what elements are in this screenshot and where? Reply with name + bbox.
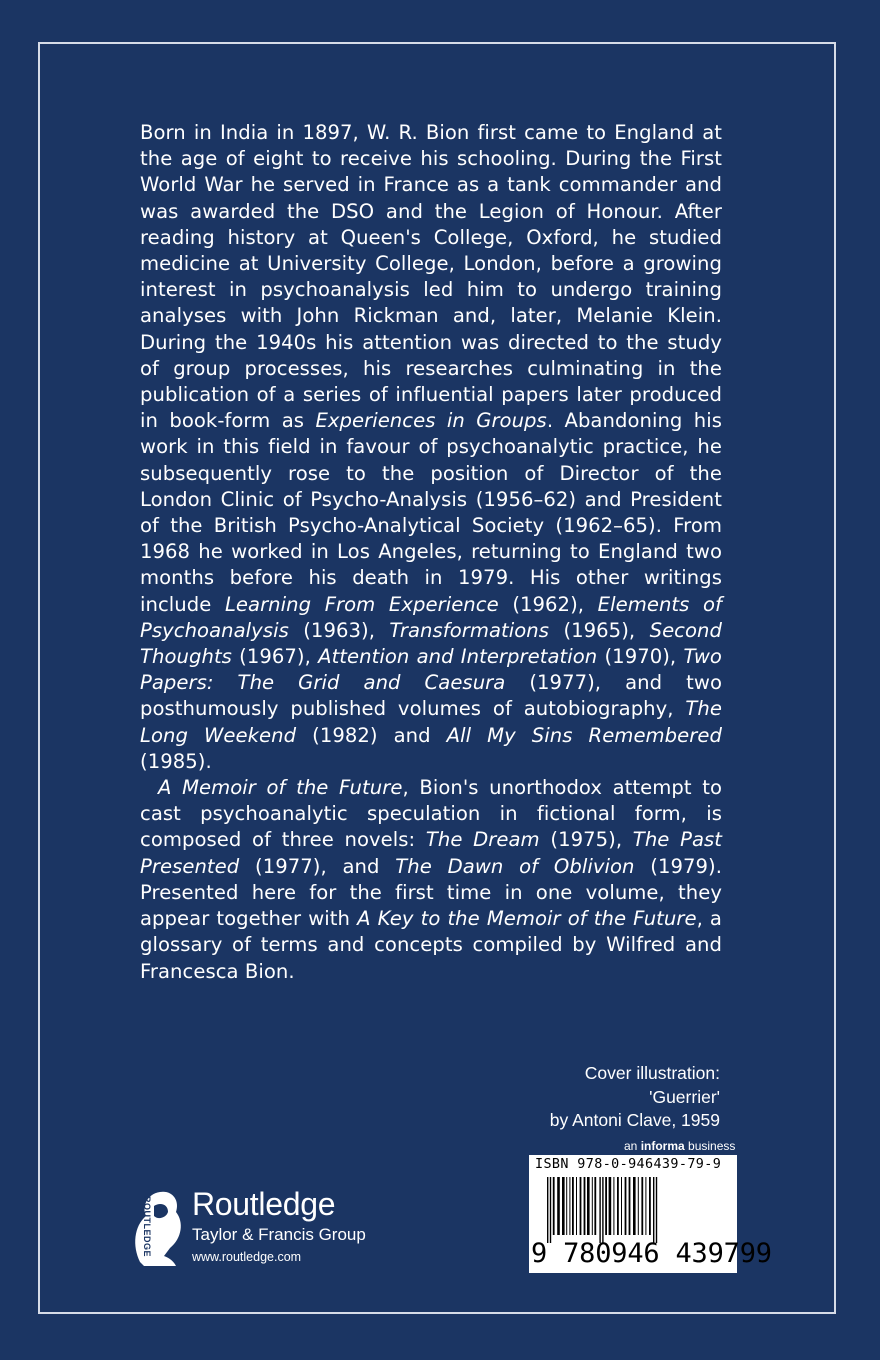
- barcode-bar: [638, 1177, 639, 1235]
- publisher-logo: [120, 1180, 420, 1290]
- credit-line: by Antoni Clave, 1959: [549, 1110, 720, 1130]
- barcode-bar: [547, 1177, 548, 1243]
- isbn-number: ISBN 978-0-946439-79-9: [535, 1157, 722, 1172]
- barcode-bar: [609, 1177, 612, 1235]
- barcode-bar: [566, 1177, 567, 1235]
- barcode-bar: [649, 1177, 651, 1235]
- barcode-bar: [584, 1177, 586, 1235]
- logo-vertical-text: ROUTLEDGE: [142, 1196, 152, 1258]
- barcode-bar: [613, 1177, 614, 1235]
- credit-line: Cover illustration:: [584, 1063, 720, 1083]
- barcode-bar: [641, 1177, 643, 1235]
- barcode-bar: [656, 1177, 657, 1243]
- barcode-bar: [625, 1177, 627, 1235]
- ean-number: 9 780946 439799: [531, 1238, 772, 1269]
- barcode-bar: [645, 1177, 646, 1235]
- barcode-bar: [592, 1177, 593, 1235]
- barcode-bar: [562, 1177, 565, 1235]
- barcode-bar: [576, 1177, 577, 1235]
- barcode-bar: [617, 1177, 619, 1235]
- barcode-bar: [621, 1177, 622, 1235]
- barcode-bar: [629, 1177, 631, 1235]
- routledge-logo-icon: [124, 1186, 186, 1270]
- barcode-bars: [533, 1177, 733, 1243]
- publisher-group: Taylor & Francis Group: [192, 1225, 366, 1244]
- barcode-bar: [653, 1177, 654, 1243]
- barcode-bar: [553, 1177, 555, 1235]
- blurb-paragraph-2: A Memoir of the Future, Bion's unorthodox attempt to cast psychoanalytic speculation in fictional form, is composed of three novels: The Dream (1975), The Past Presented (1977), and The Dawn of Oblivion (1979). Presented here for the first time in one volume, they appear together with A Key to the Memoir of the Future, a glossary of terms and concepts compiled by Wilfred and Francesca Bion.: [140, 776, 722, 983]
- publisher-brand: [192, 1186, 366, 1266]
- barcode-bar: [580, 1177, 582, 1235]
- blurb-paragraph-1: Born in India in 1897, W. R. Bion first came to England at the age of eight to receive his schooling. During the First World War he served in France as a tank commander and was awarded the DSO and the Legion of Honour. After reading history at Queen's College, Oxford, he studied medicine at University College, London, before a growing interest in psychoanalysis led him to undergo training analyses with John Rickman and, later, Melanie Klein. During the 1940s his attention was directed to the study of group processes, his researches culminating in the publication of a series of influential papers later produced in book-form as Experiences in Groups. Abandoning his work in this field in favour of psychoanalytic practice, he subsequently rose to the position of Director of the London Clinic of Psycho-Analysis (1956–62) and President of the British Psycho-Analytical Society (1962–65). From 1968 he worked in Los Angeles, returning to England two months before his death in 1979. His other writings include Learning From Experience (1962), Elements of Psychoanalysis (1963), Transformations (1965), Second Thoughts (1967), Attention and Interpretation (1970), Two Papers: The Grid and Caesura (1977), and two posthumously published volumes of autobiography, The Long Weekend (1982) and All My Sins Remembered (1985).: [140, 121, 723, 773]
- barcode-bar: [594, 1177, 596, 1235]
- publisher-name: Routledge: [192, 1186, 336, 1222]
- barcode-bar: [605, 1177, 607, 1235]
- isbn-barcode: [529, 1155, 772, 1273]
- back-cover-blurb: [140, 120, 722, 985]
- cover-illustration-credit: [550, 1062, 720, 1133]
- informa-tagline: an informa business: [624, 1139, 736, 1153]
- barcode-bar: [550, 1177, 551, 1243]
- publisher-url[interactable]: www.routledge.com: [192, 1250, 302, 1264]
- barcode-bar: [572, 1177, 574, 1235]
- barcode-bar: [557, 1177, 560, 1235]
- barcode-bar: [587, 1177, 590, 1235]
- barcode-bar: [633, 1177, 636, 1235]
- credit-line: 'Guerrier': [649, 1086, 720, 1107]
- barcode-bar: [569, 1177, 570, 1235]
- barcode-bar: [599, 1177, 600, 1243]
- barcode-bar: [602, 1177, 603, 1243]
